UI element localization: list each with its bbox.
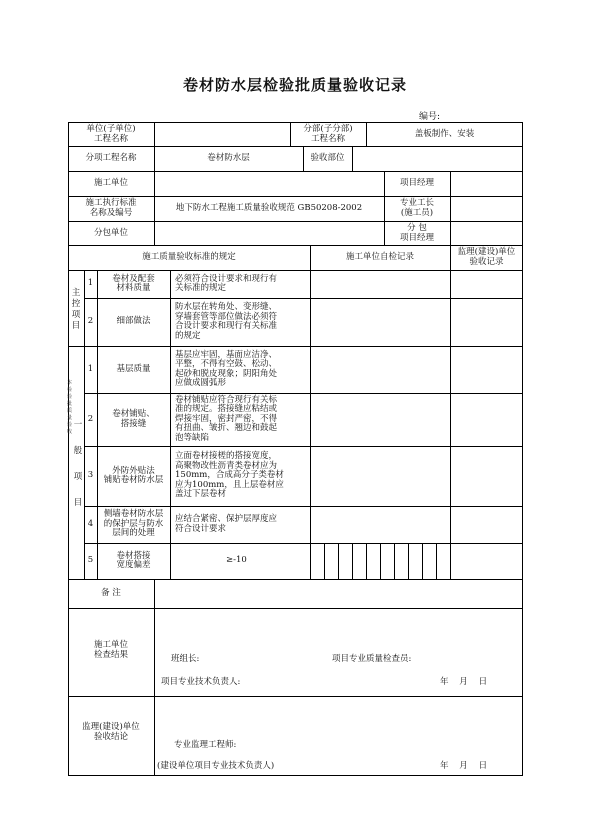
division-label: 分部(子分部) 工程名称 [303, 124, 353, 144]
rule [68, 221, 523, 222]
spec-column-header: 施工质量验收标准的规定 [142, 252, 236, 262]
item-number: 1 [87, 278, 94, 288]
supervisor-check-cell[interactable] [451, 271, 522, 298]
item-standard: 应结合紧密、保护层厚度应 符合设计要求 [175, 514, 278, 534]
supervisor-check-cell[interactable] [451, 507, 522, 543]
self-check-cell[interactable] [311, 347, 449, 393]
item-number: 1 [87, 363, 94, 374]
subitem-value[interactable]: 卷材防水层 [207, 153, 250, 163]
owner-representative-label: (建设单位项目专业技术负责人) [157, 761, 275, 771]
inspect-part-label: 验收部位 [310, 153, 345, 163]
rule [68, 146, 523, 147]
item-standard: ≥-10 [226, 555, 247, 566]
supervisor-column-header: 监理(建设)单位 验收记录 [457, 247, 516, 267]
team-leader-label: 班组长: [171, 654, 200, 664]
rule [450, 171, 451, 245]
rule [154, 122, 155, 146]
rule [68, 196, 523, 197]
page-title: 卷材防水层检验批质量验收记录 [182, 76, 407, 94]
item-standard: 防水层在转角处、变形缝、 穿墙套管等部位做法必须符 合设计要求和现行有关标准 的规定 [175, 302, 278, 341]
item-number: 2 [87, 413, 94, 424]
supervisor-check-cell[interactable] [451, 347, 522, 393]
rule [68, 171, 523, 172]
item-name: 细部做法 [116, 316, 151, 327]
supervisor-check-cell[interactable] [451, 299, 522, 346]
division-value[interactable]: 盖板制作、安装 [414, 129, 475, 139]
supervisor-result-label: 监理(建设)单位 验收结论 [82, 722, 140, 742]
main-control-group-label: 主 控 项 目 [71, 288, 81, 331]
self-check-cell[interactable] [311, 394, 449, 446]
sub-contractor-label: 分包单位 [93, 228, 128, 238]
item-standard: 基层应牢固，基面应洁净、 平整，不得有空鼓、松动、 起砂和脱皮现象；阴阳角处 应做成圆弧形 [175, 349, 278, 388]
contractor-label: 施工单位 [93, 178, 128, 188]
rule [68, 579, 523, 580]
supervisor-check-cell[interactable] [451, 544, 522, 579]
rule [170, 270, 171, 579]
side-note-label: 本 检 验 批 质 量 验 收 [66, 380, 72, 435]
supervisor-check-cell[interactable] [451, 447, 522, 506]
item-name: 侧墙卷材防水层 的保护层与防水 层间的处理 [103, 509, 164, 539]
item-standard: 卷材铺贴应符合现行有关标 准的规定。搭接缝应粘结或 焊接牢固，密封严密，不得 有扭曲、皱折、翘边和鼓起 泡等缺陷 [175, 394, 278, 443]
item-name: 外防外贴法 铺贴卷材防水层 [103, 465, 164, 485]
subitem-label: 分项工程名称 [85, 153, 137, 163]
rule [352, 146, 353, 171]
item-standard: 立面卷材接槎的搭接宽度， 高聚物改性沥青类卷材应为 150mm，合成高分子类卷材 应为100mm，且上层卷材应 盖过下层卷材 [175, 451, 284, 500]
item-number: 5 [87, 555, 94, 565]
self-check-cell[interactable] [311, 299, 449, 346]
self-check-cell[interactable] [311, 544, 449, 579]
self-check-column-header: 施工单位自检记录 [345, 252, 414, 262]
standard-label: 施工执行标准 名称及编号 [85, 198, 137, 218]
general-group-label: 一 般 项 目 [73, 420, 83, 508]
item-name: 卷材及配套 材料质量 [112, 273, 155, 293]
self-check-cell[interactable] [311, 271, 449, 298]
item-number: 2 [87, 316, 94, 326]
sub-pm-label: 分 包 项目经理 [399, 223, 434, 243]
supervisor-check-cell[interactable] [451, 394, 522, 446]
item-standard: 必须符合设计要求和现行有 关标准的规定 [175, 273, 278, 293]
quality-inspector-label: 项目专业质量检查员: [332, 654, 412, 664]
supervisor-date: 年 月 日 [440, 761, 488, 771]
rule [68, 696, 523, 697]
tech-lead-label: 项目专业技术负责人: [161, 677, 241, 687]
standard-value: 地下防水工程施工质量验收规范 GB50208-2002 [175, 203, 363, 213]
contractor-date: 年 月 日 [440, 677, 488, 687]
remarks-label: 备 注 [101, 588, 121, 598]
item-number: 3 [87, 470, 94, 480]
serial-number-label: 编号: [419, 112, 441, 122]
rule [68, 245, 523, 246]
item-name: 卷材搭接 宽度偏差 [116, 550, 151, 570]
item-name: 卷材铺贴、 搭接缝 [112, 409, 155, 429]
self-check-cell[interactable] [311, 507, 449, 543]
contractor-result-label: 施工单位 检查结果 [93, 640, 128, 660]
foreman-label: 专业工长 (施工员) [399, 198, 434, 218]
unit-label: 单位(子单位) 工程名称 [86, 124, 136, 144]
self-check-cell[interactable] [311, 447, 449, 506]
item-number: 4 [87, 518, 94, 529]
rule [154, 579, 155, 776]
rule [68, 608, 523, 609]
item-name: 基层质量 [116, 363, 151, 374]
pm-label: 项目经理 [399, 178, 434, 188]
supervising-engineer-label: 专业监理工程师: [174, 740, 237, 750]
